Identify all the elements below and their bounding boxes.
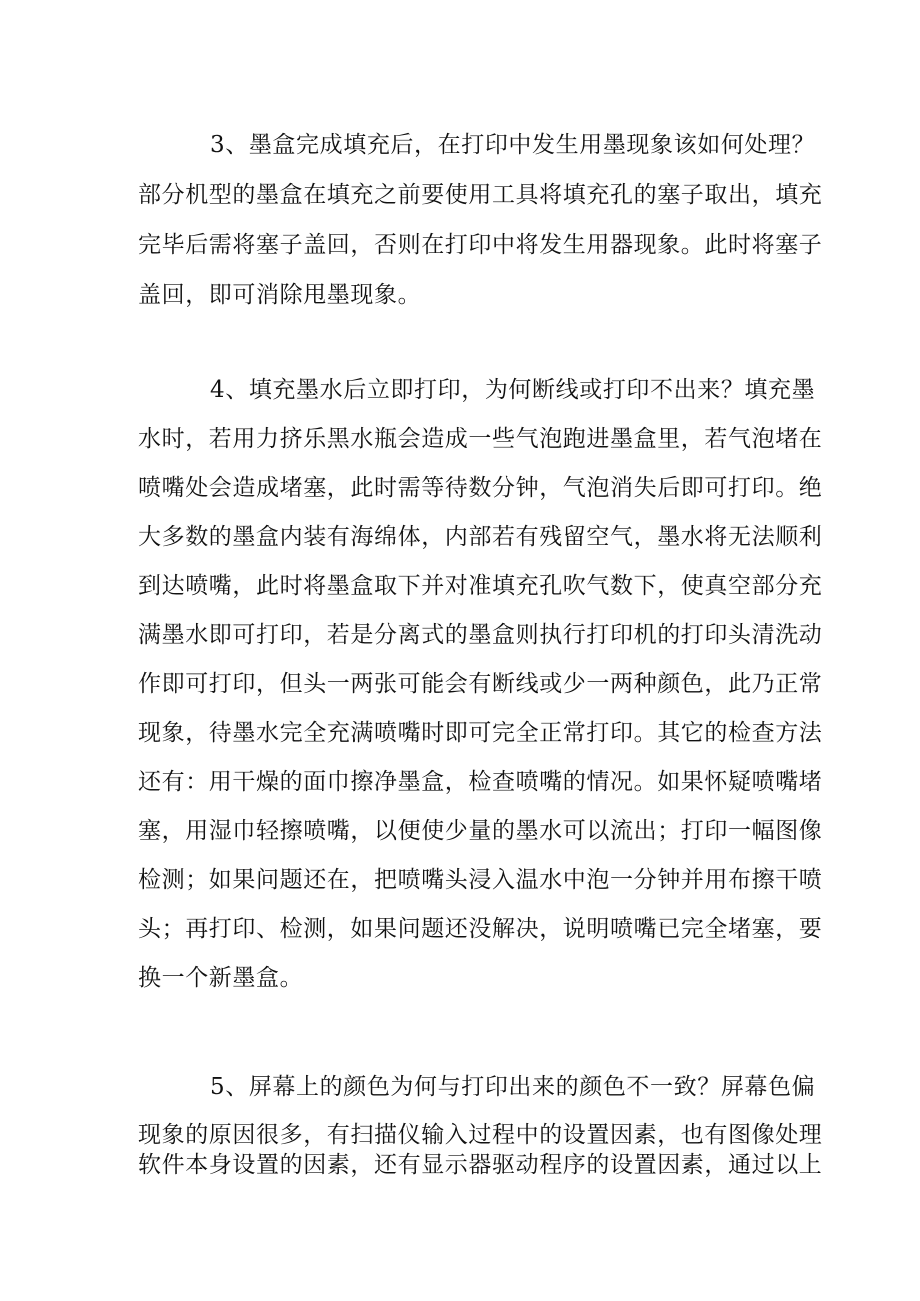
section-4-text-line: 大多数的墨盒内装有海绵体，内部若有残留空气，墨水将无法顺利 [138, 524, 823, 550]
section-4-text-line: 现象，待墨水完全充满喷嘴时即可完全正常打印。其它的检查方法 [138, 720, 823, 746]
section-4-text-line: 水时，若用力挤乐黑水瓶会造成一些气泡跑进墨盒里，若气泡堵在 [138, 426, 823, 452]
section-5-heading-line: 5、屏幕上的颜色为何与打印出来的颜色不一致？屏幕色偏 [210, 1074, 816, 1100]
section-4-text-line: 满墨水即可打印，若是分离式的墨盒则执行打印机的打印头清洗动 [138, 622, 823, 648]
section-4-text-line: 到达喷嘴，此时将墨盒取下并对准填充孔吹气数下，使真空部分充 [138, 573, 823, 599]
section-3-text-line: 盖回，即可消除甩墨现象。 [138, 282, 422, 308]
section-3-heading-line: 3、墨盒完成填充后，在打印中发生用墨现象该如何处理？ [210, 132, 816, 158]
section-3-text-line: 部分机型的墨盒在填充之前要使用工具将填充孔的塞子取出，填充 [138, 182, 823, 208]
section-5-text-line: 软件本身设置的因素，还有显示器驱动程序的设置因素，通过以上 [138, 1152, 823, 1178]
section-4-text-line: 喷嘴处会造成堵塞，此时需等待数分钟，气泡消失后即可打印。绝 [138, 475, 823, 501]
section-4-heading-line: 4、填充墨水后立即打印，为何断线或打印不出来？填充墨 [210, 377, 816, 403]
section-4-text-line: 作即可打印，但头一两张可能会有断线或少一两种颜色，此乃正常 [138, 671, 823, 697]
section-4-text-line: 检测；如果问题还在，把喷嘴头浸入温水中泡一分钟并用布擦干喷 [138, 867, 823, 893]
section-4-text-line: 头；再打印、检测，如果问题还没解决，说明喷嘴已完全堵塞，要 [138, 916, 823, 942]
section-3-text-line: 完毕后需将塞子盖回，否则在打印中将发生用器现象。此时将塞子 [138, 232, 823, 258]
section-4-text-line: 塞，用湿巾轻擦喷嘴，以便使少量的墨水可以流出；打印一幅图像 [138, 818, 823, 844]
section-4-text-line: 还有：用干燥的面巾擦净墨盒，检查喷嘴的情况。如果怀疑喷嘴堵 [138, 769, 823, 795]
section-4-text-line: 换一个新墨盒。 [138, 965, 304, 991]
section-5-text-line: 现象的原因很多，有扫描仪输入过程中的设置因素，也有图像处理 [138, 1122, 823, 1148]
